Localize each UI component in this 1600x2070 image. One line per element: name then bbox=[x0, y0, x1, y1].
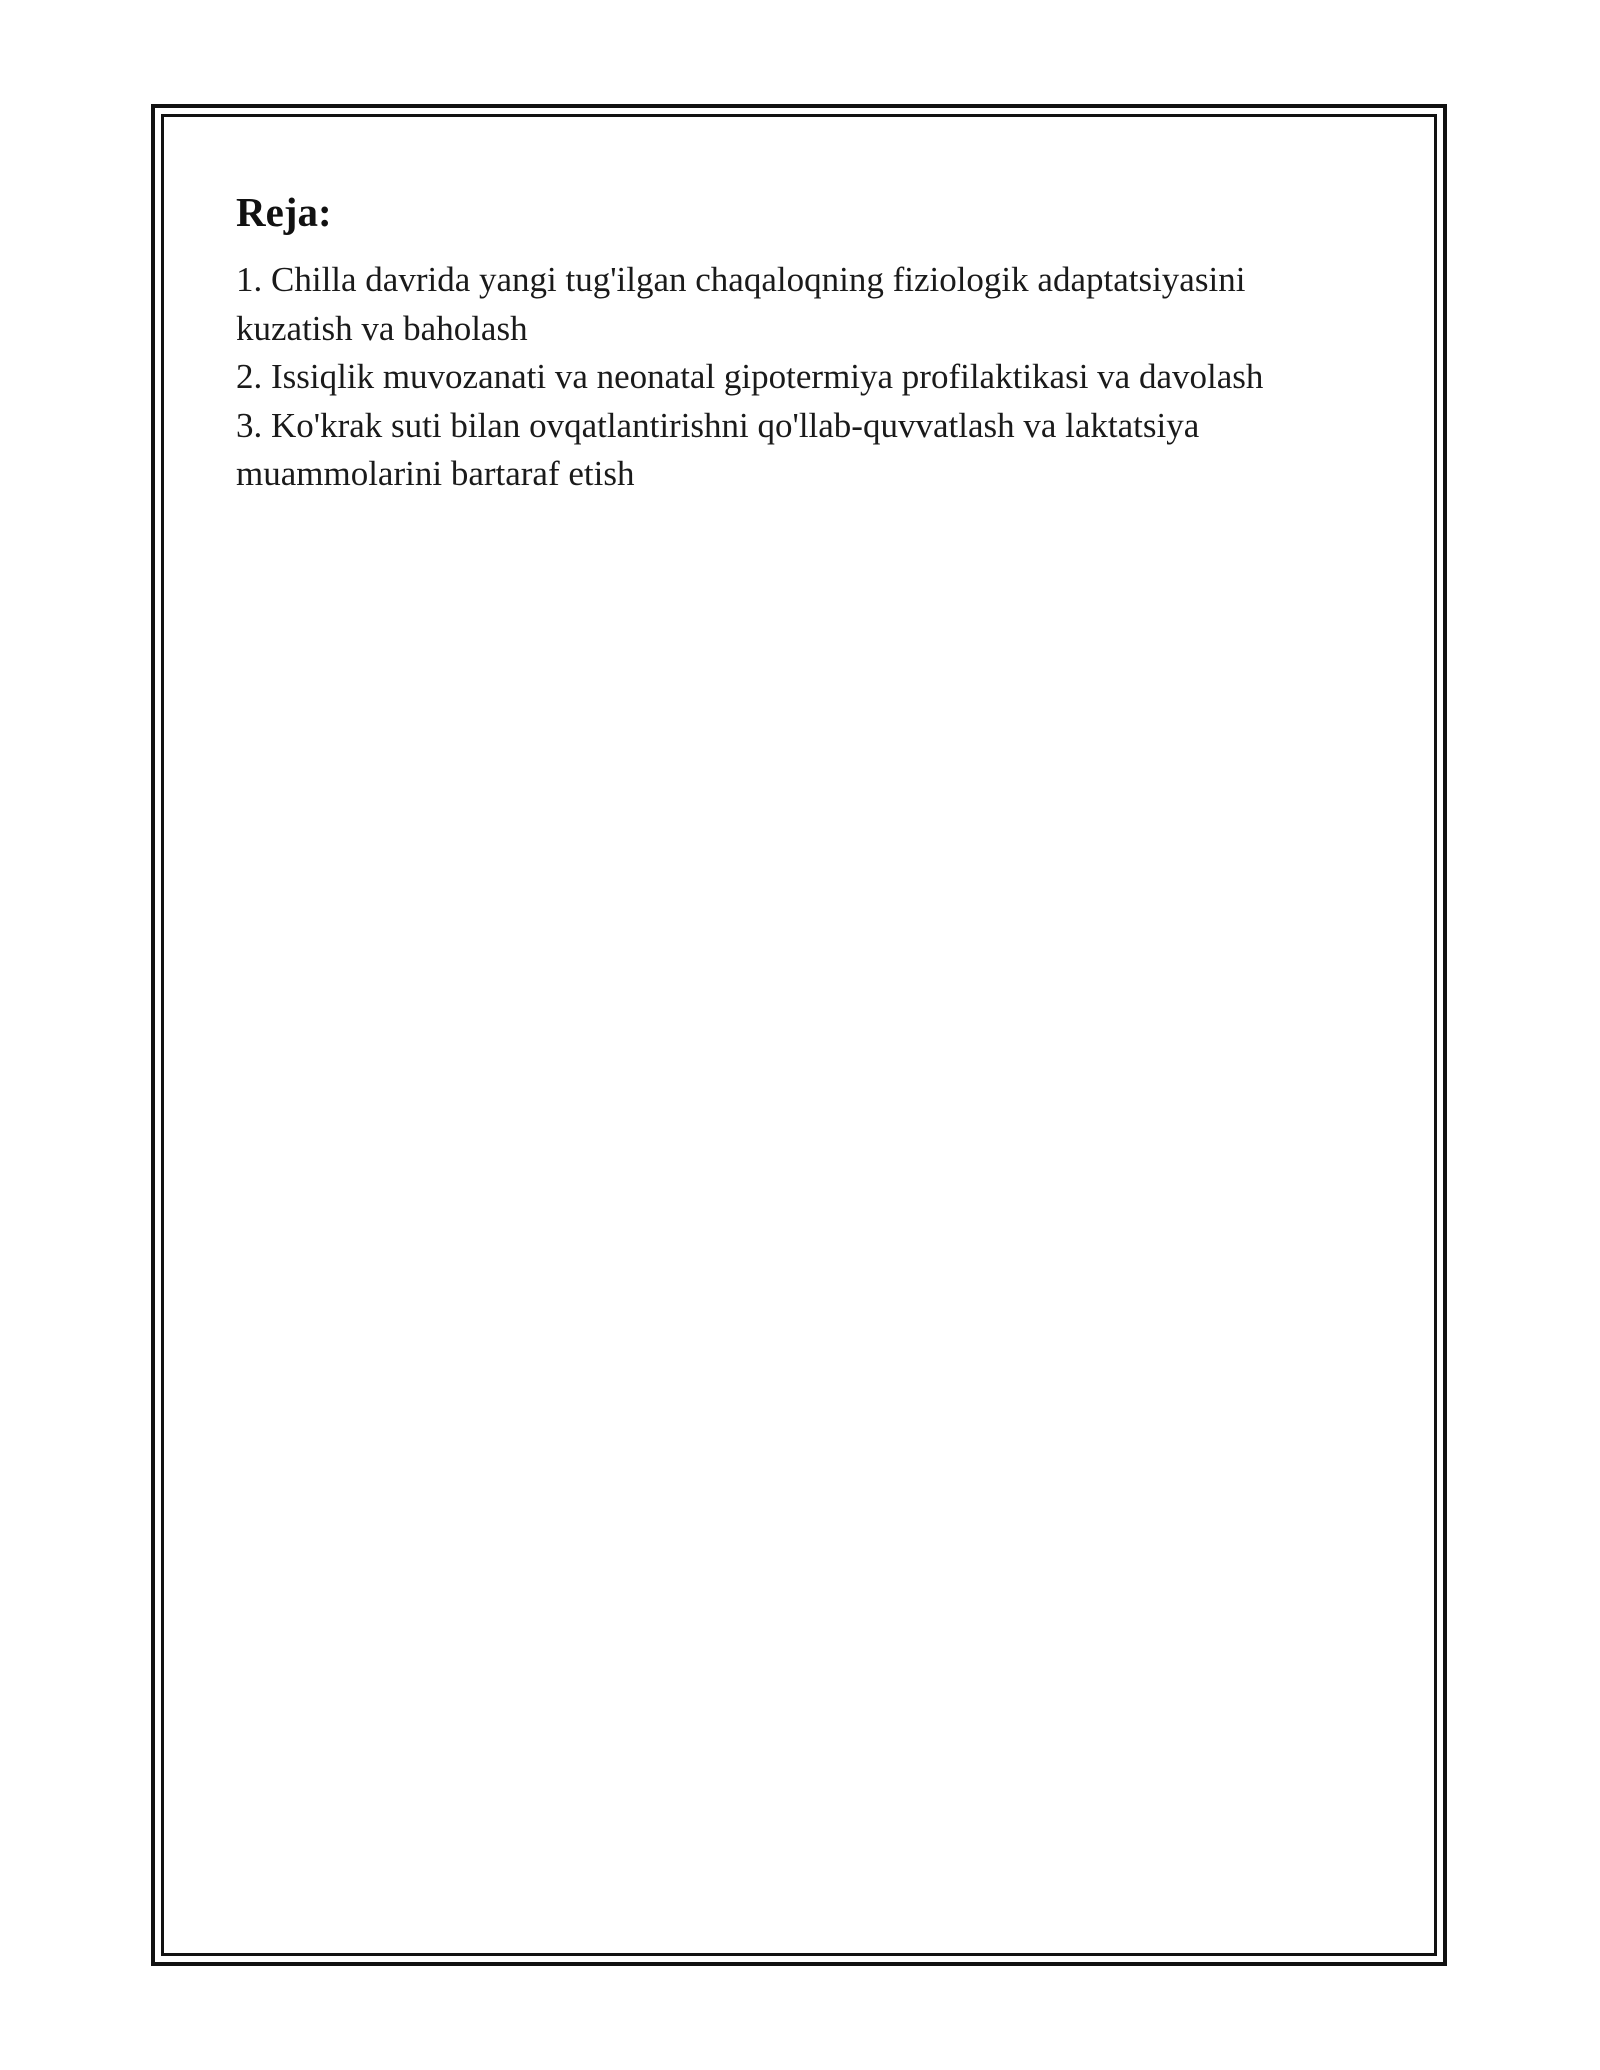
plan-item-3: 3. Ko'krak suti bilan ovqatlantirishni qo'llab-quvvatlash va laktatsiya muammolarini bartaraf etish bbox=[236, 405, 1200, 493]
plan-heading: Reja: bbox=[236, 189, 332, 235]
plan-item-2: 2. Issiqlik muvozanati va neonatal gipotermiya profilaktikasi va davolash bbox=[236, 357, 1264, 396]
document-body bbox=[236, 186, 1366, 499]
plan-item-1: 1. Chilla davrida yangi tug'ilgan chaqaloqning fiziologik adaptatsiyasini kuzatish va baholash bbox=[236, 260, 1246, 348]
plan-list bbox=[236, 256, 1366, 499]
